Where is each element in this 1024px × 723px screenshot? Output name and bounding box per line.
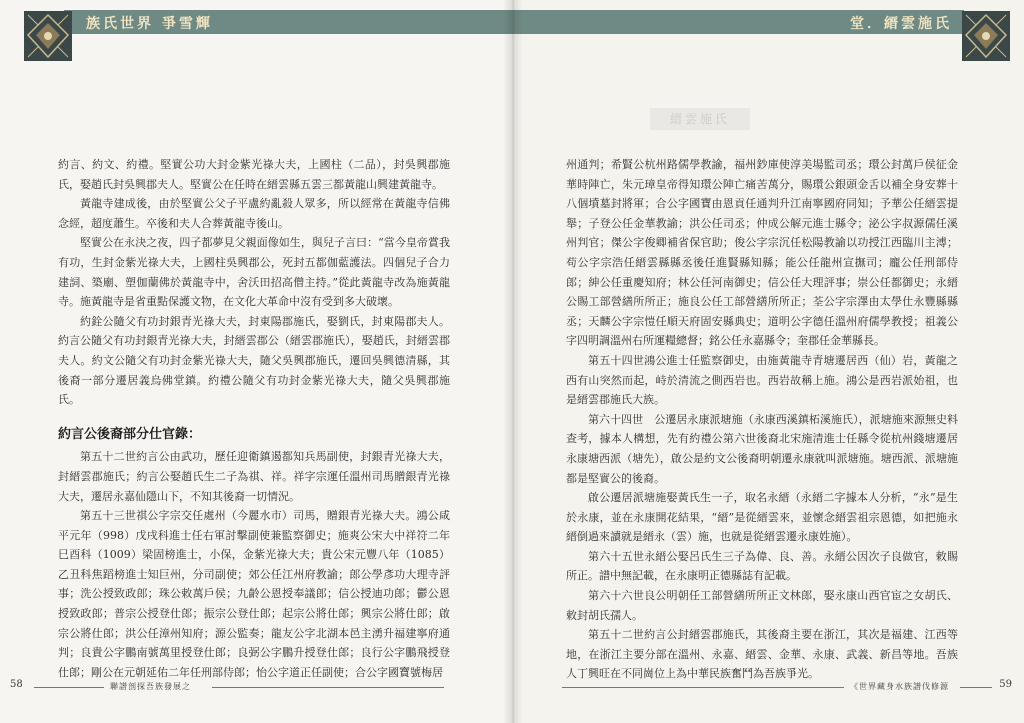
right-body [566, 155, 958, 684]
paragraph: 約言、約文、約禮。堅實公功大封金紫光祿大夫，上國柱（二品），封吳興郡施氏，娶趙氏封吳興郡夫人。堅實公在任時在縉雲縣五雲三都黃龍山興建黃龍寺。 [58, 158, 450, 191]
paragraph: 第六十六世良公明朝任工部營繕所所正文林郎，娶永康山西官宦之女胡氏、敕封胡氏孺人。 [566, 589, 958, 622]
header-title: 族氏世界 爭雪輝 [86, 16, 213, 32]
paragraph: 第五十二世約言公由武功，歷任迎衛鎮遏都知兵馬副使，封銀青光祿大夫，封縉雲郡施氏；約言公娶趙氏生二子為祺、祥。祥字宗運任溫州司馬贈銀青光祿大夫，遷居永嘉仙隱山下，不知其後裔一切情況。 [58, 450, 450, 503]
footer-text: 《世界藏身水族譜伐修源 [850, 682, 949, 691]
header-title: 堂．縉雲施氏 [850, 16, 952, 32]
footer-rule [34, 687, 104, 688]
paragraph: 第五十三世祺公字宗交任處州（今麗水市）司馬，贈銀青光祿大夫。鴻公咸平元年（998）戊戌科進士任右軍討擊副使兼監察御史；施爽公宋大中祥符二年巳酉科（1009）梁固榜進士，小保，金紫光祿大夫；貴公宋元豐八年（1085）乙丑科焦蹈榜進士知巨州，分司副使；郊公任江州府教諭；郎公學彥功大理寺評事；洗公授致政郎；珠公敕萬戶侯；九齡公恩授奉議郎；信公授迪功郎；鬱公恩授致政郎；普宗公授登仕郎；振宗公登仕郎；起宗公將仕郎；興宗公將仕郎；啟宗公將仕郎；洪公任漳州知府；源公監奏；龍友公字北湖本邑主湧升福建寧府通判；良貴公字鵬南號萬里授登仕郎；良弼公字鵬升授登仕郎；良行公字鵬飛授登仕郎；剛公在元朝延佑二年任刑部侍郎；怡公字道正任副使；合公字國寶號梅居 [58, 509, 450, 679]
paragraph: 啟公遷居派塘施娶黃氏生一子，取名永縉（永縉二字據本人分析，“永”是生於永康，並在永康開花結果，“縉”是從縉雲來，並懷念縉雲祖宗恩德，如把施永縉倒過來讀就是縉永（雲）施，也就是從縉雲遷永康姓施）。 [566, 491, 958, 544]
footer-rule [960, 687, 992, 688]
header-band [512, 10, 964, 34]
section-heading: 約言公後裔部分仕官錄： [58, 426, 202, 442]
corner-ornament-icon [24, 11, 72, 61]
footer-text: 聯譜剖探吾族發展之 [110, 682, 191, 691]
paragraph: 約銓公隨父有功封銀青光祿大夫，封東陽郡施氏，娶劉氏，封東陽郡夫人。約言公隨父有功封銀青光祿大夫，封縉雲郡公（縉雲郡施氏），娶趙氏，封縉雲郡夫人。約文公隨父有功封金紫光祿大夫，隨父吳興郡施氏，遷回吳興德清縣，其後裔一部分遷居義烏佛堂鎮。約禮公隨父有功封金紫光祿大夫，隨父吳興郡施氏。 [58, 314, 450, 407]
paragraph: 第五十四世鴻公進士任監察御史，由施黃龍寺青塘遷居西（仙）岩，黃龍之西有山突然而起，峙於清流之側西岩也。西岩故稱上施。鴻公是西岩派始祖，也是縉雲郡施氏大族。 [566, 353, 958, 407]
paragraph: 第五十二世約言公封縉雲郡施氏，其後裔主要在浙江，其次是福建、江西等地，在浙江主要分部在溫州、永嘉、縉雲、金華、永康、武義、新昌等地。吾族人丁興旺在不同崗位上為中華民族奮鬥為吾族爭光。 [566, 628, 958, 681]
paragraph: 堅實公在永決之夜，四子都夢見父親面像如生，與兒子言曰：“當今皇帝賞我有功，生封金紫光祿大夫，上國柱吳興郡公，死封五都伽藍護法。四個兒子合力建詞、築廟、塑伽蘭佛於黃龍寺中，舍沃田招高僧主持。”從此黃龍寺改為施黃龍寺。施黃龍寺是省重點保護文物，在文化大革命中沒有受到多大破壞。 [58, 236, 450, 309]
page-number: 58 [10, 679, 23, 690]
paragraph: 州通判；希賢公杭州路儒學教諭，福州鈔庫使淳美場監司丞；環公封萬戶侯征金華時陣亡，朱元璋皇帝得知環公陣亡痛苦萬分，賜環公銀頭金舌以補全身安葬十八個墳墓封將軍；合公字國寶由恩貢任通判升江南寧國府同知；予華公任縉雲提舉；子登公任金華教諭；洪公任司丞；仲成公解元進士縣令；泌公字叔源儒任溪州判官；傑公字俊卿補省保官助；俊公字宗沉任松陽教諭以功授江西臨川主溥；苟公字宗浩任縉雲縣縣丞後任進賢縣知縣；能公任龍州宣撫司；龐公任刑部侍郎；紳公任重慶知府；林公任河南御史；信公任大理評事；崇公任都御史；永縉公賜工部營繕所所正；施良公任工部營繕所所正；荃公字宗澤由太學仕永豐縣縣丞；天麟公字宗愷任順天府固安縣典史；道明公字德任溫州府儒學教授；祖義公字四明調溫州右所運糧總督；銘公任永嘉縣令；奎郡任金華縣長。 [566, 158, 958, 348]
footer-rule [562, 687, 844, 688]
footer-rule [212, 687, 444, 688]
corner-ornament-icon [962, 11, 1010, 61]
paragraph: 第六十五世永縉公娶呂氏生三子為偉、良、善。永縉公因次子良做官，敕賜所正。譜中無記載，在永康明正德縣誌有記載。 [566, 549, 958, 583]
paragraph: 第六十四世 公遷居永康派塘施（永康西溪鎮柘溪施氏），派塘施來源無史料查考，據本人構想，先有約禮公第六世後裔北宋施清進士任縣令從杭州錢塘遷居永康塘西派（塘先），啟公是約文公後裔明朝遷永康就叫派塘施。塘西派、派塘施都是堅實公的後裔。 [566, 412, 958, 485]
watermark: 縉雲施氏 [650, 108, 750, 130]
right-page [512, 0, 1024, 723]
page-number: 59 [999, 679, 1012, 690]
header-band [64, 10, 512, 34]
paragraph: 黃龍寺建成後，由於堅實公父子平盧約亂殺人眾多，所以經常在黃龍寺信佛念經，超度蕭生。卒後和夫人合葬黃龍寺後山。 [58, 197, 450, 230]
left-body [58, 155, 450, 682]
book-spine-shadow [503, 0, 523, 723]
